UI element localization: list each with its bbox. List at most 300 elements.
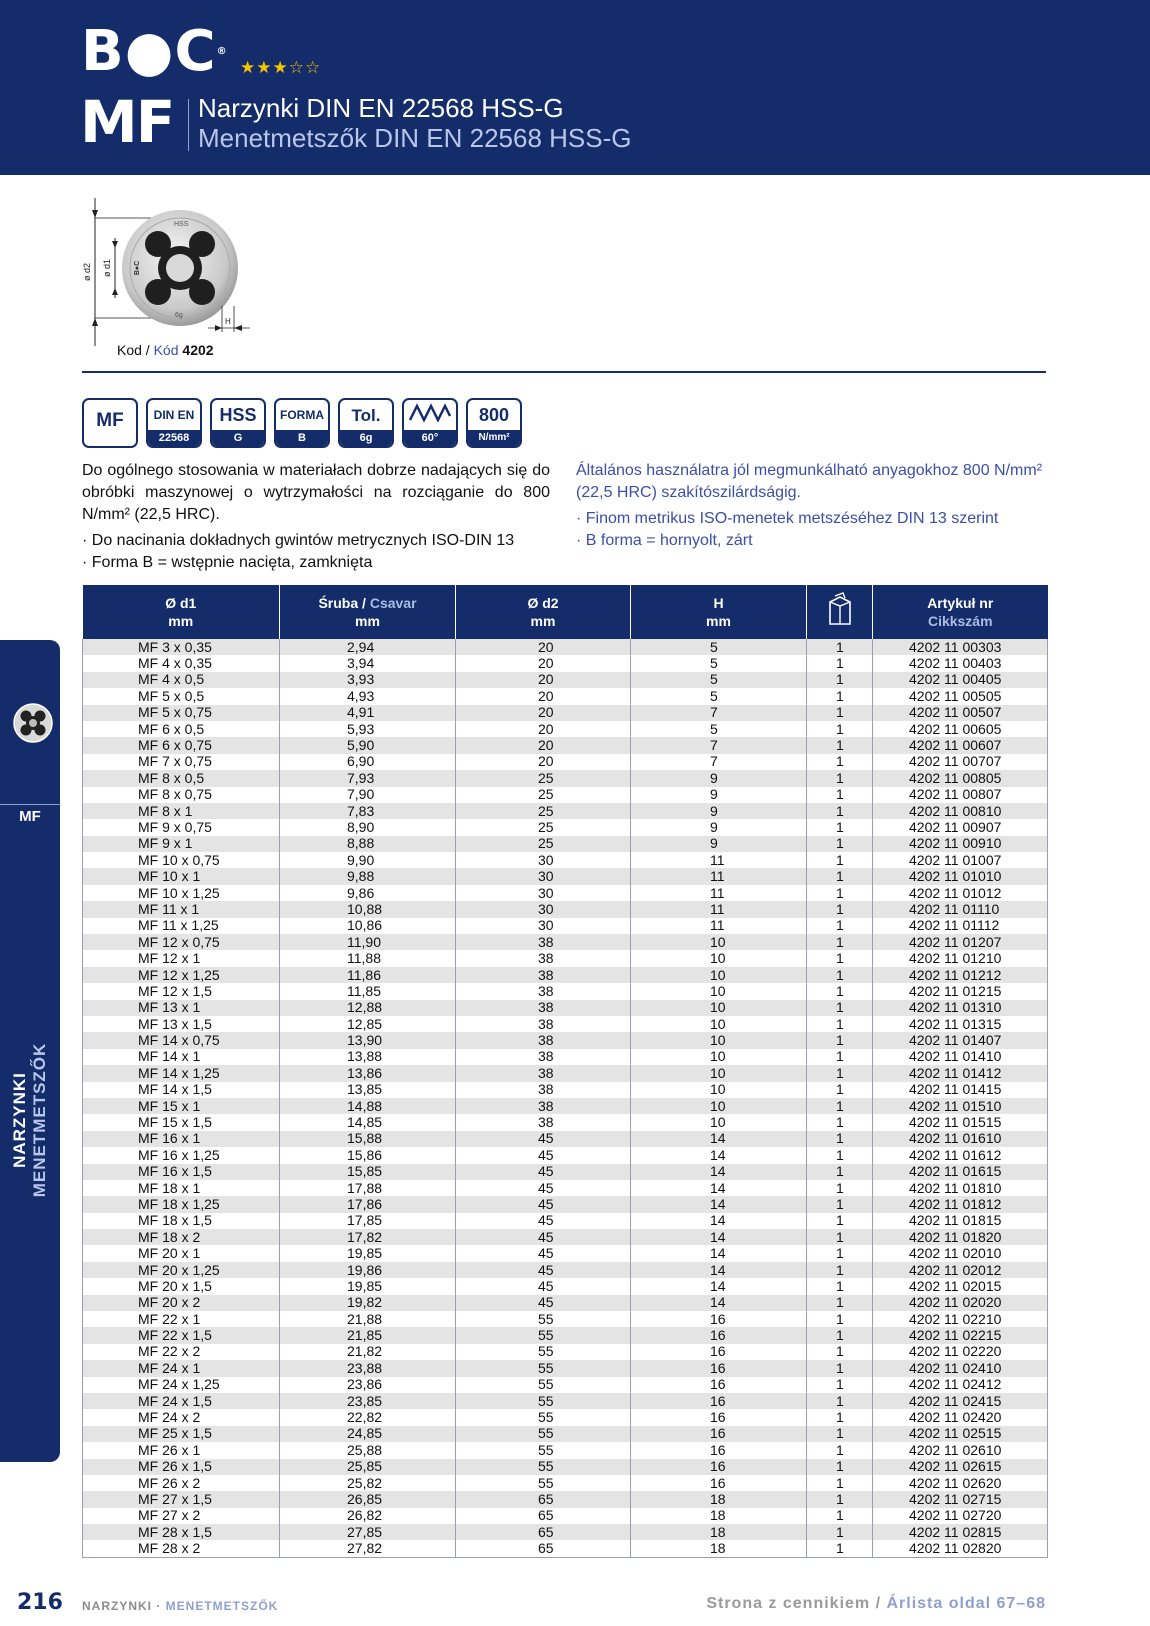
cell-height: 10	[631, 1049, 807, 1065]
cell-article-number: 4202 11 00507	[873, 705, 1048, 721]
cell-article-number: 4202 11 02415	[873, 1393, 1048, 1409]
table-row	[83, 1065, 1048, 1081]
cell-height: 14	[631, 1131, 807, 1147]
cell-package-qty: 1	[807, 901, 873, 917]
col-article: Artykuł nr Cikkszám	[873, 585, 1048, 639]
cell-screw-diameter: 11,90	[280, 934, 456, 950]
table-row	[83, 1540, 1048, 1557]
cell-thread-size: MF 7 x 0,75	[83, 754, 280, 770]
table-row	[83, 1196, 1048, 1212]
cell-height: 16	[631, 1344, 807, 1360]
cell-d2: 38	[456, 1065, 631, 1081]
cell-article-number: 4202 11 02420	[873, 1409, 1048, 1425]
cell-thread-size: MF 12 x 0,75	[83, 934, 280, 950]
cell-article-number: 4202 11 01007	[873, 852, 1048, 868]
cell-d2: 38	[456, 1000, 631, 1016]
cell-d2: 20	[456, 672, 631, 688]
cell-article-number: 4202 11 02515	[873, 1426, 1048, 1442]
cell-d2: 65	[456, 1491, 631, 1507]
cell-d2: 20	[456, 655, 631, 671]
cell-screw-diameter: 25,88	[280, 1442, 456, 1458]
cell-screw-diameter: 15,85	[280, 1164, 456, 1180]
cell-height: 18	[631, 1524, 807, 1540]
die-hss-mark: HSS	[174, 221, 189, 228]
cell-screw-diameter: 8,90	[280, 819, 456, 835]
cell-screw-diameter: 19,85	[280, 1278, 456, 1294]
table-row	[83, 1393, 1048, 1409]
die-diagram	[82, 196, 262, 346]
cell-thread-size: MF 24 x 1,25	[83, 1377, 280, 1393]
cell-package-qty: 1	[807, 1344, 873, 1360]
col-d1: Ø d1 mm	[83, 585, 280, 639]
col-package	[807, 585, 873, 639]
badge-strength: 800 N/mm²	[466, 398, 522, 448]
cell-screw-diameter: 9,88	[280, 868, 456, 884]
cell-thread-size: MF 18 x 1,5	[83, 1213, 280, 1229]
cell-d2: 38	[456, 1082, 631, 1098]
cell-package-qty: 1	[807, 1032, 873, 1048]
cell-thread-size: MF 10 x 1,25	[83, 885, 280, 901]
cell-screw-diameter: 12,88	[280, 1000, 456, 1016]
cell-d2: 30	[456, 885, 631, 901]
cell-package-qty: 1	[807, 1098, 873, 1114]
cell-thread-size: MF 16 x 1	[83, 1131, 280, 1147]
cell-thread-size: MF 14 x 1	[83, 1049, 280, 1065]
cell-d2: 25	[456, 803, 631, 819]
cell-height: 10	[631, 1065, 807, 1081]
table-row	[83, 836, 1048, 852]
cell-article-number: 4202 11 01815	[873, 1213, 1048, 1229]
cell-package-qty: 1	[807, 1000, 873, 1016]
cell-package-qty: 1	[807, 1180, 873, 1196]
cell-d2: 20	[456, 705, 631, 721]
table-row	[83, 918, 1048, 934]
cell-thread-size: MF 15 x 1	[83, 1098, 280, 1114]
table-row	[83, 672, 1048, 688]
cell-height: 14	[631, 1196, 807, 1212]
cell-height: 14	[631, 1147, 807, 1163]
cell-article-number: 4202 11 02220	[873, 1344, 1048, 1360]
cell-package-qty: 1	[807, 1147, 873, 1163]
cell-thread-size: MF 24 x 1,5	[83, 1393, 280, 1409]
cell-d2: 45	[456, 1262, 631, 1278]
cell-height: 5	[631, 639, 807, 655]
side-divider	[0, 804, 60, 805]
cell-package-qty: 1	[807, 868, 873, 884]
cell-package-qty: 1	[807, 1442, 873, 1458]
cell-article-number: 4202 11 00707	[873, 754, 1048, 770]
cell-d2: 25	[456, 819, 631, 835]
cell-package-qty: 1	[807, 787, 873, 803]
cell-article-number: 4202 11 01615	[873, 1164, 1048, 1180]
description-pl-main: Do ogólnego stosowania w materiałach dobrze nadających się do obróbki maszynowej o wytrzymałości na rozciąganie do 800 N/mm² (22,5 HRC).	[82, 462, 550, 523]
cell-height: 16	[631, 1360, 807, 1376]
cell-d2: 55	[456, 1393, 631, 1409]
page-number: 216	[17, 1590, 63, 1615]
cell-package-qty: 1	[807, 1327, 873, 1343]
cell-screw-diameter: 4,93	[280, 688, 456, 704]
cell-height: 16	[631, 1377, 807, 1393]
cell-d2: 55	[456, 1409, 631, 1425]
cell-height: 9	[631, 770, 807, 786]
cell-screw-diameter: 6,90	[280, 754, 456, 770]
table-row	[83, 1049, 1048, 1065]
cell-article-number: 4202 11 01820	[873, 1229, 1048, 1245]
cell-article-number: 4202 11 00605	[873, 721, 1048, 737]
table-row	[83, 1213, 1048, 1229]
side-vertical-title	[10, 1043, 50, 1198]
cell-package-qty: 1	[807, 1049, 873, 1065]
cell-screw-diameter: 13,90	[280, 1032, 456, 1048]
cell-d2: 55	[456, 1311, 631, 1327]
cell-d2: 38	[456, 934, 631, 950]
description-hu-main: Általános használatra jól megmunkálható anyagokhoz 800 N/mm² (22,5 HRC) szakítószilárdságig.	[576, 462, 1043, 501]
cell-d2: 55	[456, 1459, 631, 1475]
cell-article-number: 4202 11 01415	[873, 1082, 1048, 1098]
table-row	[83, 754, 1048, 770]
cell-screw-diameter: 8,88	[280, 836, 456, 852]
cell-package-qty: 1	[807, 1475, 873, 1491]
cell-d2: 20	[456, 721, 631, 737]
cell-height: 7	[631, 737, 807, 753]
d2-label: ø d2	[82, 262, 92, 282]
cell-height: 10	[631, 983, 807, 999]
table-row	[83, 1098, 1048, 1114]
cell-thread-size: MF 8 x 1	[83, 803, 280, 819]
cell-article-number: 4202 11 02815	[873, 1524, 1048, 1540]
cell-package-qty: 1	[807, 1295, 873, 1311]
table-row	[83, 1147, 1048, 1163]
cell-package-qty: 1	[807, 1131, 873, 1147]
cell-thread-size: MF 26 x 1,5	[83, 1459, 280, 1475]
table-row	[83, 1032, 1048, 1048]
table-row	[83, 1245, 1048, 1261]
cell-package-qty: 1	[807, 967, 873, 983]
cell-screw-diameter: 17,88	[280, 1180, 456, 1196]
cell-package-qty: 1	[807, 1393, 873, 1409]
cell-thread-size: MF 14 x 1,5	[83, 1082, 280, 1098]
table-header-row	[83, 585, 1048, 639]
table-row	[83, 1180, 1048, 1196]
cell-height: 18	[631, 1491, 807, 1507]
cell-article-number: 4202 11 02210	[873, 1311, 1048, 1327]
table-row	[83, 1524, 1048, 1540]
cell-article-number: 4202 11 00405	[873, 672, 1048, 688]
cell-package-qty: 1	[807, 1377, 873, 1393]
cell-height: 14	[631, 1164, 807, 1180]
table-row	[83, 1327, 1048, 1343]
table-row	[83, 1426, 1048, 1442]
cell-package-qty: 1	[807, 1360, 873, 1376]
cell-thread-size: MF 12 x 1	[83, 950, 280, 966]
table-row	[83, 1491, 1048, 1507]
cell-package-qty: 1	[807, 1213, 873, 1229]
title-pl: Narzynki DIN EN 22568 HSS-G	[198, 93, 564, 123]
cell-d2: 38	[456, 1098, 631, 1114]
cell-package-qty: 1	[807, 1540, 873, 1557]
table-row	[83, 1475, 1048, 1491]
cell-package-qty: 1	[807, 1426, 873, 1442]
cell-screw-diameter: 15,88	[280, 1131, 456, 1147]
cell-height: 16	[631, 1426, 807, 1442]
cell-screw-diameter: 24,85	[280, 1426, 456, 1442]
cell-screw-diameter: 3,94	[280, 655, 456, 671]
cell-height: 9	[631, 803, 807, 819]
cell-article-number: 4202 11 02015	[873, 1278, 1048, 1294]
table-row	[83, 770, 1048, 786]
cell-d2: 45	[456, 1131, 631, 1147]
table-row	[83, 1459, 1048, 1475]
table-row	[83, 655, 1048, 671]
cell-article-number: 4202 11 00403	[873, 655, 1048, 671]
cell-article-number: 4202 11 01810	[873, 1180, 1048, 1196]
cell-thread-size: MF 14 x 0,75	[83, 1032, 280, 1048]
table-row	[83, 1377, 1048, 1393]
cell-article-number: 4202 11 02620	[873, 1475, 1048, 1491]
cell-d2: 38	[456, 1114, 631, 1130]
col-d2: Ø d2 mm	[456, 585, 631, 639]
cell-package-qty: 1	[807, 655, 873, 671]
cell-package-qty: 1	[807, 770, 873, 786]
cell-thread-size: MF 5 x 0,5	[83, 688, 280, 704]
cell-thread-size: MF 3 x 0,35	[83, 639, 280, 655]
cell-thread-size: MF 22 x 1	[83, 1311, 280, 1327]
cell-d2: 20	[456, 754, 631, 770]
cell-thread-size: MF 8 x 0,75	[83, 787, 280, 803]
cell-screw-diameter: 26,85	[280, 1491, 456, 1507]
section-divider	[82, 371, 1046, 373]
table-row	[83, 1409, 1048, 1425]
cell-package-qty: 1	[807, 688, 873, 704]
cell-article-number: 4202 11 02610	[873, 1442, 1048, 1458]
cell-thread-size: MF 20 x 1,25	[83, 1262, 280, 1278]
cell-article-number: 4202 11 01215	[873, 983, 1048, 999]
badge-hss: HSS G	[210, 398, 266, 448]
cell-thread-size: MF 18 x 1	[83, 1180, 280, 1196]
table-row	[83, 1360, 1048, 1376]
cell-article-number: 4202 11 00303	[873, 639, 1048, 655]
cell-package-qty: 1	[807, 803, 873, 819]
table-row	[83, 1082, 1048, 1098]
cell-height: 5	[631, 672, 807, 688]
cell-screw-diameter: 25,82	[280, 1475, 456, 1491]
cell-thread-size: MF 24 x 1	[83, 1360, 280, 1376]
table-row	[83, 901, 1048, 917]
badge-thread-angle: 60°	[402, 398, 458, 448]
table-row	[83, 1278, 1048, 1294]
cell-thread-size: MF 15 x 1,5	[83, 1114, 280, 1130]
boc-logo: B●C®	[81, 19, 228, 84]
cell-d2: 30	[456, 918, 631, 934]
cell-screw-diameter: 2,94	[280, 639, 456, 655]
header-band	[0, 0, 1150, 175]
col-h: H mm	[631, 585, 807, 639]
table-row	[83, 983, 1048, 999]
cell-d2: 30	[456, 868, 631, 884]
cell-screw-diameter: 17,85	[280, 1213, 456, 1229]
cell-thread-size: MF 5 x 0,75	[83, 705, 280, 721]
cell-screw-diameter: 9,90	[280, 852, 456, 868]
cell-package-qty: 1	[807, 1262, 873, 1278]
cell-package-qty: 1	[807, 705, 873, 721]
cell-height: 14	[631, 1245, 807, 1261]
cell-article-number: 4202 11 01612	[873, 1147, 1048, 1163]
table-row	[83, 1442, 1048, 1458]
table-row	[83, 721, 1048, 737]
cell-thread-size: MF 13 x 1,5	[83, 1016, 280, 1032]
cell-height: 10	[631, 934, 807, 950]
price-list-reference: Strona z cennikiem / Árlista oldal 67–68	[706, 1595, 1046, 1612]
cell-package-qty: 1	[807, 1164, 873, 1180]
cell-height: 7	[631, 705, 807, 721]
cell-thread-size: MF 4 x 0,5	[83, 672, 280, 688]
cell-d2: 38	[456, 1049, 631, 1065]
cell-thread-size: MF 28 x 2	[83, 1540, 280, 1557]
cell-thread-size: MF 20 x 1	[83, 1245, 280, 1261]
cell-screw-diameter: 13,88	[280, 1049, 456, 1065]
die-6g-mark: 6g	[175, 312, 183, 319]
table-row	[83, 1508, 1048, 1524]
cell-screw-diameter: 25,85	[280, 1459, 456, 1475]
cell-screw-diameter: 12,85	[280, 1016, 456, 1032]
cell-d2: 55	[456, 1344, 631, 1360]
cell-height: 11	[631, 918, 807, 934]
cell-height: 16	[631, 1459, 807, 1475]
cell-screw-diameter: 10,88	[280, 901, 456, 917]
cell-article-number: 4202 11 01315	[873, 1016, 1048, 1032]
cell-d2: 45	[456, 1278, 631, 1294]
cell-d2: 20	[456, 639, 631, 655]
cell-screw-diameter: 11,86	[280, 967, 456, 983]
package-icon	[826, 592, 854, 628]
table-row	[83, 639, 1048, 655]
cell-thread-size: MF 20 x 1,5	[83, 1278, 280, 1294]
badge-mf: MF	[82, 398, 138, 448]
cell-height: 14	[631, 1213, 807, 1229]
cell-screw-diameter: 5,93	[280, 721, 456, 737]
cell-article-number: 4202 11 01410	[873, 1049, 1048, 1065]
cell-d2: 20	[456, 688, 631, 704]
cell-package-qty: 1	[807, 950, 873, 966]
side-title-hu: MENETMETSZŐK	[30, 1042, 49, 1198]
table-row	[83, 868, 1048, 884]
cell-screw-diameter: 7,90	[280, 787, 456, 803]
cell-height: 11	[631, 852, 807, 868]
cell-article-number: 4202 11 01212	[873, 967, 1048, 983]
rating-stars: ★★★☆☆	[240, 58, 322, 77]
cell-height: 10	[631, 1114, 807, 1130]
badge-din-en: DIN EN 22568	[146, 398, 202, 448]
side-title-pl: NARZYNKI	[10, 1072, 29, 1168]
cell-screw-diameter: 15,86	[280, 1147, 456, 1163]
cell-package-qty: 1	[807, 836, 873, 852]
cell-d2: 38	[456, 1032, 631, 1048]
cell-d2: 55	[456, 1377, 631, 1393]
table-row	[83, 934, 1048, 950]
table-row	[83, 1262, 1048, 1278]
cell-thread-size: MF 26 x 1	[83, 1442, 280, 1458]
cell-screw-diameter: 13,85	[280, 1082, 456, 1098]
description-pl-bullet: · Forma B = wstępnie nacięta, zamknięta	[82, 554, 373, 571]
cell-package-qty: 1	[807, 1196, 873, 1212]
cell-screw-diameter: 26,82	[280, 1508, 456, 1524]
cell-height: 14	[631, 1278, 807, 1294]
cell-d2: 30	[456, 852, 631, 868]
cell-screw-diameter: 9,86	[280, 885, 456, 901]
cell-d2: 45	[456, 1196, 631, 1212]
cell-article-number: 4202 11 02715	[873, 1491, 1048, 1507]
cell-article-number: 4202 11 00910	[873, 836, 1048, 852]
cell-screw-diameter: 10,86	[280, 918, 456, 934]
table-row	[83, 1311, 1048, 1327]
cell-height: 14	[631, 1229, 807, 1245]
cell-screw-diameter: 21,85	[280, 1327, 456, 1343]
cell-height: 7	[631, 754, 807, 770]
cell-d2: 38	[456, 983, 631, 999]
cell-screw-diameter: 19,85	[280, 1245, 456, 1261]
cell-height: 16	[631, 1442, 807, 1458]
cell-height: 14	[631, 1180, 807, 1196]
cell-height: 11	[631, 901, 807, 917]
cell-thread-size: MF 11 x 1,25	[83, 918, 280, 934]
cell-package-qty: 1	[807, 852, 873, 868]
cell-screw-diameter: 23,85	[280, 1393, 456, 1409]
table-row	[83, 1000, 1048, 1016]
cell-height: 18	[631, 1540, 807, 1557]
cell-article-number: 4202 11 00505	[873, 688, 1048, 704]
cell-height: 9	[631, 819, 807, 835]
cell-thread-size: MF 28 x 1,5	[83, 1524, 280, 1540]
cell-thread-size: MF 25 x 1,5	[83, 1426, 280, 1442]
cell-height: 5	[631, 655, 807, 671]
cell-package-qty: 1	[807, 1082, 873, 1098]
cell-screw-diameter: 14,88	[280, 1098, 456, 1114]
cell-screw-diameter: 17,82	[280, 1229, 456, 1245]
cell-package-qty: 1	[807, 819, 873, 835]
cell-height: 10	[631, 1016, 807, 1032]
cell-article-number: 4202 11 01207	[873, 934, 1048, 950]
table-row	[83, 967, 1048, 983]
cell-package-qty: 1	[807, 1524, 873, 1540]
cell-height: 14	[631, 1295, 807, 1311]
cell-package-qty: 1	[807, 1245, 873, 1261]
cell-article-number: 4202 11 01610	[873, 1131, 1048, 1147]
cell-thread-size: MF 26 x 2	[83, 1475, 280, 1491]
table-row	[83, 688, 1048, 704]
cell-thread-size: MF 6 x 0,5	[83, 721, 280, 737]
header-divider	[188, 99, 189, 151]
cell-d2: 30	[456, 901, 631, 917]
cell-thread-size: MF 10 x 1	[83, 868, 280, 884]
cell-thread-size: MF 13 x 1	[83, 1000, 280, 1016]
description-hu-bullet: · Finom metrikus ISO-menetek metszéséhez DIN 13 szerint	[576, 510, 999, 527]
col-screw: Śruba / Csavar mm	[280, 585, 456, 639]
cell-thread-size: MF 18 x 2	[83, 1229, 280, 1245]
cell-screw-diameter: 19,86	[280, 1262, 456, 1278]
cell-height: 5	[631, 721, 807, 737]
cell-thread-size: MF 18 x 1,25	[83, 1196, 280, 1212]
cell-package-qty: 1	[807, 1229, 873, 1245]
cell-screw-diameter: 21,88	[280, 1311, 456, 1327]
side-code: MF	[19, 808, 41, 825]
cell-height: 11	[631, 885, 807, 901]
cell-screw-diameter: 13,86	[280, 1065, 456, 1081]
cell-height: 16	[631, 1311, 807, 1327]
table-row	[83, 950, 1048, 966]
description-hu	[576, 460, 1046, 552]
cell-height: 9	[631, 836, 807, 852]
cell-thread-size: MF 11 x 1	[83, 901, 280, 917]
